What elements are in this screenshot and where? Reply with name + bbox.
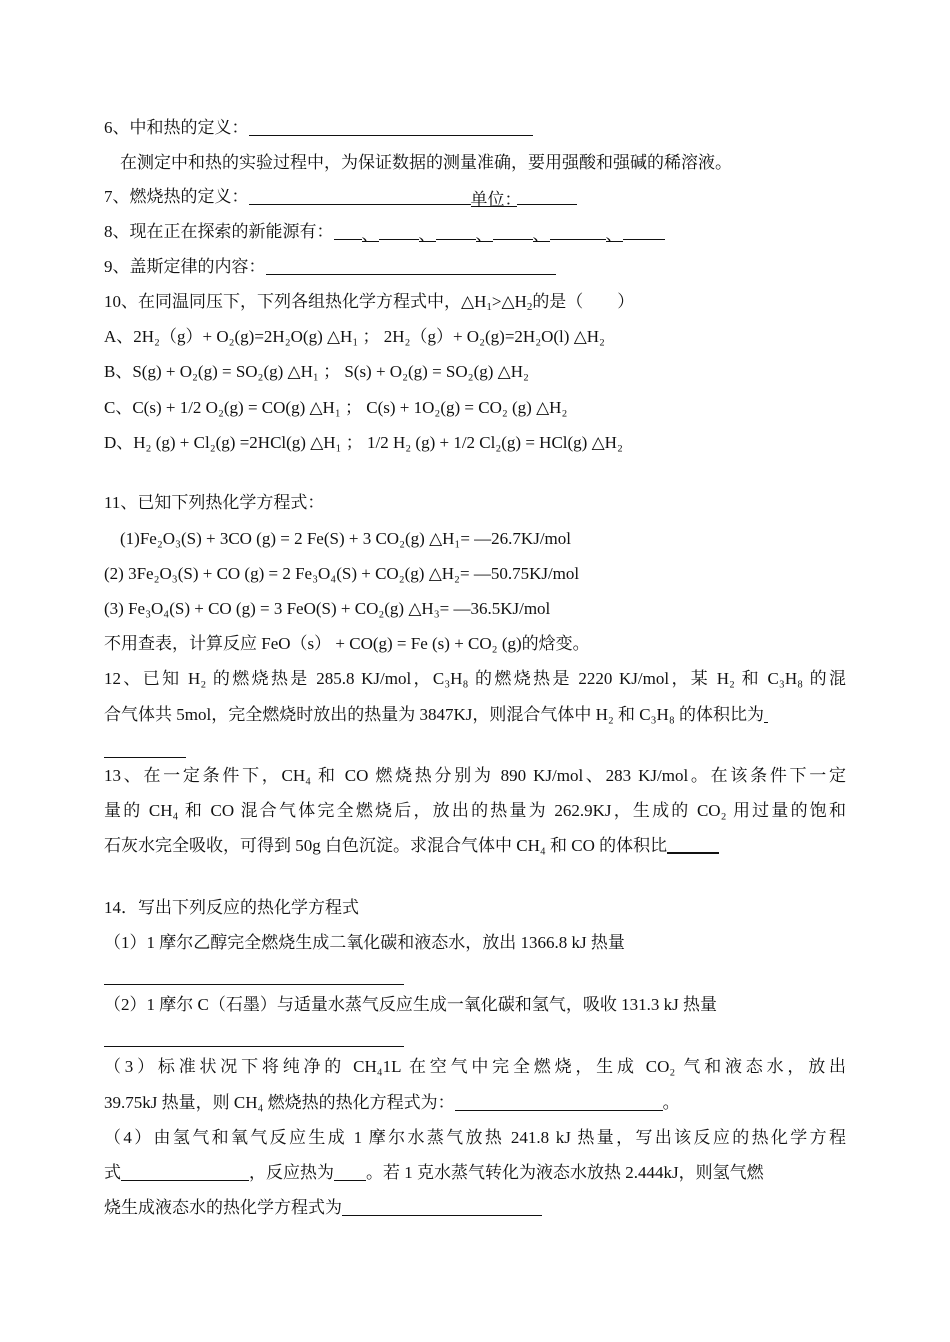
q7-label: 7、燃烧热的定义： (104, 187, 249, 206)
q8-blank-1[interactable] (334, 221, 362, 240)
q14-p3-answer-blank[interactable] (455, 1092, 663, 1111)
q10-option-d[interactable]: D、H₂ (g) + Cl₂(g) =2HCl(g) △H₁ ； 1/2 H₂ (g) + 1/2 Cl₂(g) = HCl(g) △H₂ (104, 433, 623, 452)
q6-line (104, 116, 533, 140)
q8-blank-2[interactable] (379, 221, 419, 240)
q8-sep-4: 、 (532, 225, 550, 244)
q14-p4-line3-text: 烧生成液态水的热化学方程式为 (104, 1198, 342, 1217)
q9-line (104, 255, 556, 279)
q9-label: 9、盖斯定律的内容： (104, 257, 266, 276)
q13-line3-text: 石灰水完全吸收，可得到 50g 白色沉淀。求混合气体中 CH₄ 和 CO 的体积比 (104, 836, 668, 855)
q14-p3-line2-text: 39.75kJ 热量，则 CH₄ 燃烧热的热化方程式为： (104, 1093, 455, 1112)
q13-line3 (104, 834, 719, 858)
q14-p3-line1: （3）标准状况下将纯净的 CH₄1L 在空气中完全燃烧，生成 CO₂ 气和液态水，放出 (104, 1057, 846, 1076)
q6-answer-blank[interactable] (249, 117, 533, 136)
q13-line1: 13、在一定条件下，CH₄ 和 CO 燃烧热分别为 890 KJ/mol、283 KJ/mol。在该条件下一定 (104, 766, 846, 785)
q8-blank-4[interactable] (493, 221, 533, 240)
q11-stem: 11、已知下列热化学方程式： (104, 493, 325, 512)
q8-line (104, 220, 665, 244)
q10-stem-text: 10、在同温同压下，下列各组热化学方程式中，△H (104, 292, 487, 311)
q11-ask: 不用查表，计算反应 FeO（s） + CO(g) = Fe (s) + CO₂ (g)的焓变。 (104, 634, 590, 653)
q8-sep-1: 、 (361, 225, 379, 244)
q8-blank-3[interactable] (436, 221, 476, 240)
q11-eq2: (2) 3Fe₂O₃(S) + CO (g) = 2 Fe₃O₄(S) + CO₂(g) △H₂= —50.75KJ/mol (104, 564, 580, 583)
q14-p4-line1: （4）由氢气和氧气反应生成 1 摩尔水蒸气放热 241.8 kJ 热量，写出该反应的热化学方程 (104, 1128, 846, 1147)
q14-p2: （2）1 摩尔 C（石墨）与适量水蒸气反应生成一氧化碳和氢气，吸收 131.3 kJ 热量 (104, 995, 717, 1014)
q6-note: 在测定中和热的实验过程中，为保证数据的测量准确，要用强酸和强碱的稀溶液。 (120, 153, 732, 172)
q14-p3-line2 (104, 1091, 680, 1115)
q8-blank-6[interactable] (623, 221, 665, 240)
q13-line2: 量的 CH₄ 和 CO 混合气体完全燃烧后，放出的热量为 262.9KJ，生成的 CO₂ 用过量的饱和 (104, 801, 846, 820)
q14-p1: （1）1 摩尔乙醇完全燃烧生成二氧化碳和液态水，放出 1366.8 kJ 热量 (104, 933, 625, 952)
q8-blank-5[interactable] (550, 221, 606, 240)
q14-p4-heat-blank[interactable] (334, 1162, 366, 1181)
q14-p3-end: 。 (662, 1093, 680, 1112)
q14-p4-line2c: 。若 1 克水蒸气转化为液态水放热 2.444kJ，则氢气燃 (366, 1163, 764, 1182)
q12-answer-start (764, 704, 768, 723)
q14-p1-answer-blank[interactable] (104, 983, 404, 985)
q10-stem-end: 的是（ ） (532, 292, 635, 311)
q14-p4-equation-blank[interactable] (121, 1162, 249, 1181)
q13-answer-blank[interactable] (667, 834, 719, 854)
q10-stem-sub2: 2 (526, 301, 533, 313)
q9-answer-blank[interactable] (266, 256, 556, 275)
q7-unit-blank[interactable] (517, 186, 577, 205)
q14-p4-liquid-blank[interactable] (342, 1197, 542, 1216)
q14-p4-line3 (104, 1196, 542, 1220)
q14-stem: 14．写出下列反应的热化学方程式 (104, 898, 359, 917)
q10-option-a[interactable]: A、2H₂（g）+ O₂(g)=2H₂O(g) △H₁ ； 2H₂（g）+ O₂(g)=2H₂O(l) △H₂ (104, 327, 605, 346)
q7-unit-label: 单位： (470, 190, 522, 209)
q12-line2-text: 合气体共 5mol，完全燃烧时放出的热量为 3847KJ，则混合气体中 H₂ 和 C₃H₈ 的体积比为 (104, 705, 765, 724)
q12-answer-blank[interactable] (104, 756, 186, 758)
q10-stem-sub1: 1 (486, 301, 492, 313)
q10-option-c[interactable]: C、C(s) + 1/2 O₂(g) = CO(g) △H₁ ； C(s) + 1O₂(g) = CO₂ (g) △H₂ (104, 398, 568, 417)
q12-line1: 12、已知 H₂ 的燃烧热是 285.8 KJ/mol，C₃H₈ 的燃烧热是 2220 KJ/mol，某 H₂ 和 C₃H₈ 的混 (104, 669, 846, 688)
q7-line (104, 185, 577, 209)
q14-p2-answer-blank[interactable] (104, 1045, 404, 1047)
q10-option-b[interactable]: B、S(g) + O₂(g) = SO₂(g) △H₁ ； S(s) + O₂(g) = SO₂(g) △H₂ (104, 362, 529, 381)
q14-p4-line2b: ，反应热为 (249, 1163, 334, 1182)
q11-eq1: (1)Fe₂O₃(S) + 3CO (g) = 2 Fe(S) + 3 CO₂(g) △H₁= —26.7KJ/mol (120, 529, 571, 548)
q14-p4-line2a: 式 (104, 1163, 121, 1182)
q8-sep-2: 、 (418, 225, 436, 244)
q7-definition-blank[interactable] (249, 186, 471, 205)
q10-stem-mid: >△H (491, 292, 527, 311)
q8-sep-5: 、 (605, 225, 623, 244)
q14-p4-line2 (104, 1161, 764, 1185)
q11-eq3: (3) Fe₃O₄(S) + CO (g) = 3 FeO(S) + CO₂(g) △H₃= —36.5KJ/mol (104, 599, 551, 618)
q8-label: 8、现在正在探索的新能源有： (104, 222, 334, 241)
q8-sep-3: 、 (475, 225, 493, 244)
q12-line2 (104, 703, 768, 727)
q6-label: 6、中和热的定义： (104, 118, 249, 137)
q10-stem (104, 290, 634, 314)
